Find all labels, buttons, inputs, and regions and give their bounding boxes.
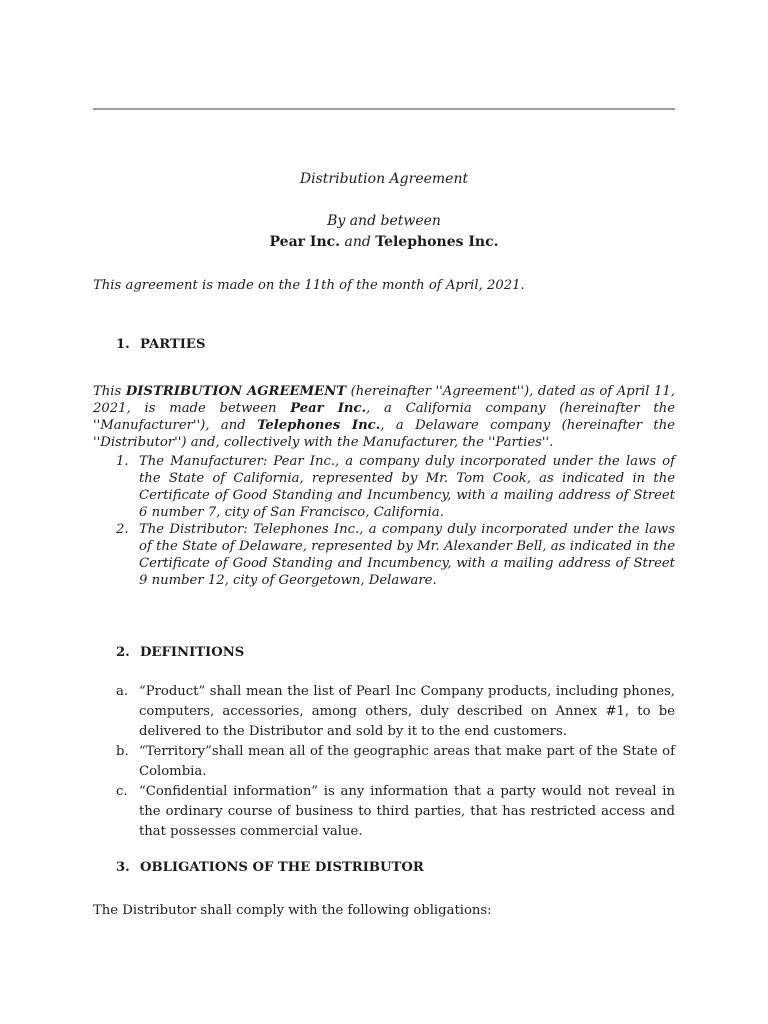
section-title: PARTIES — [140, 337, 206, 352]
text-run: (hereinafter ''Agreement''), dated as of April 11, 2021, is made between — [93, 384, 675, 417]
parties-list — [116, 453, 675, 589]
party-a-name: Pear Inc. — [269, 234, 341, 250]
list-item — [116, 782, 675, 842]
list-item — [116, 521, 675, 589]
parties-paragraph — [93, 383, 675, 451]
parties-line — [93, 233, 675, 251]
text-run: , a California company (hereinafter the ''Manufacturer''), and — [93, 401, 675, 434]
header-rule — [93, 108, 675, 110]
text-run: This — [93, 384, 126, 400]
section-number: 1. — [116, 337, 130, 352]
section-number: 3. — [116, 860, 130, 875]
document-title: Distribution Agreement — [299, 171, 469, 187]
agreement-term: DISTRIBUTION AGREEMENT — [125, 384, 347, 400]
pear-term: Pear Inc. — [290, 401, 367, 417]
list-item-text: “Confidential information” is any information that a party would not reveal in the ordinary course of business to third parties, that has restricted access and that possesses commercial value. — [139, 784, 675, 839]
list-item-text: “Product” shall mean the list of Pearl Inc Company products, including phones, computers, accessories, among others, duly described on Annex #1, to be delivered to the Distributor and sold by it to the end customers. — [139, 684, 675, 739]
list-marker: 2. — [116, 522, 129, 537]
list-marker: c. — [116, 784, 128, 799]
list-marker: 1. — [116, 454, 129, 469]
list-item-text: The Distributor: Telephones Inc., a company duly incorporated under the laws of the State of Delaware, represented by Mr. Alexander Bell, as indicated in the Certificate of Good Standing and Incumbency, with a mailing address of Street 9 number 12, city of Georgetown, Delaware. — [139, 522, 675, 588]
telephones-term: Telephones Inc. — [257, 418, 381, 434]
party-b-name: Telephones Inc. — [375, 234, 499, 250]
section-title: OBLIGATIONS OF THE DISTRIBUTOR — [140, 860, 424, 875]
list-marker: b. — [116, 744, 129, 759]
list-item-text: “Territory”shall mean all of the geographic areas that make part of the State of Colombia. — [139, 744, 675, 779]
list-item — [116, 453, 675, 521]
text-run: , a Delaware company (hereinafter the ''Distributor'') and, collectively with the Manufacturer, the ''Parties''. — [93, 418, 675, 451]
list-item — [116, 742, 675, 782]
section-number: 2. — [116, 645, 130, 660]
list-item — [116, 682, 675, 742]
by-and-between: By and between — [327, 213, 441, 229]
section-heading-parties — [116, 336, 205, 354]
intro-sentence: This agreement is made on the 11th of the month of April, 2021. — [93, 278, 525, 293]
obligations-lead: The Distributor shall comply with the following obligations: — [93, 903, 492, 918]
list-item-text: The Manufacturer: Pear Inc., a company duly incorporated under the laws of the State of California, represented by Mr. Tom Cook, as indicated in the Certificate of Good Standing and Incumbency, with a mailing address of Street 6 number 7, city of San Francisco, California. — [139, 454, 675, 520]
list-marker: a. — [116, 684, 129, 699]
section-heading-definitions — [116, 644, 244, 662]
and-word: and — [340, 234, 376, 250]
section-heading-obligations — [116, 859, 424, 877]
section-title: DEFINITIONS — [140, 645, 245, 660]
definitions-list — [116, 682, 675, 842]
